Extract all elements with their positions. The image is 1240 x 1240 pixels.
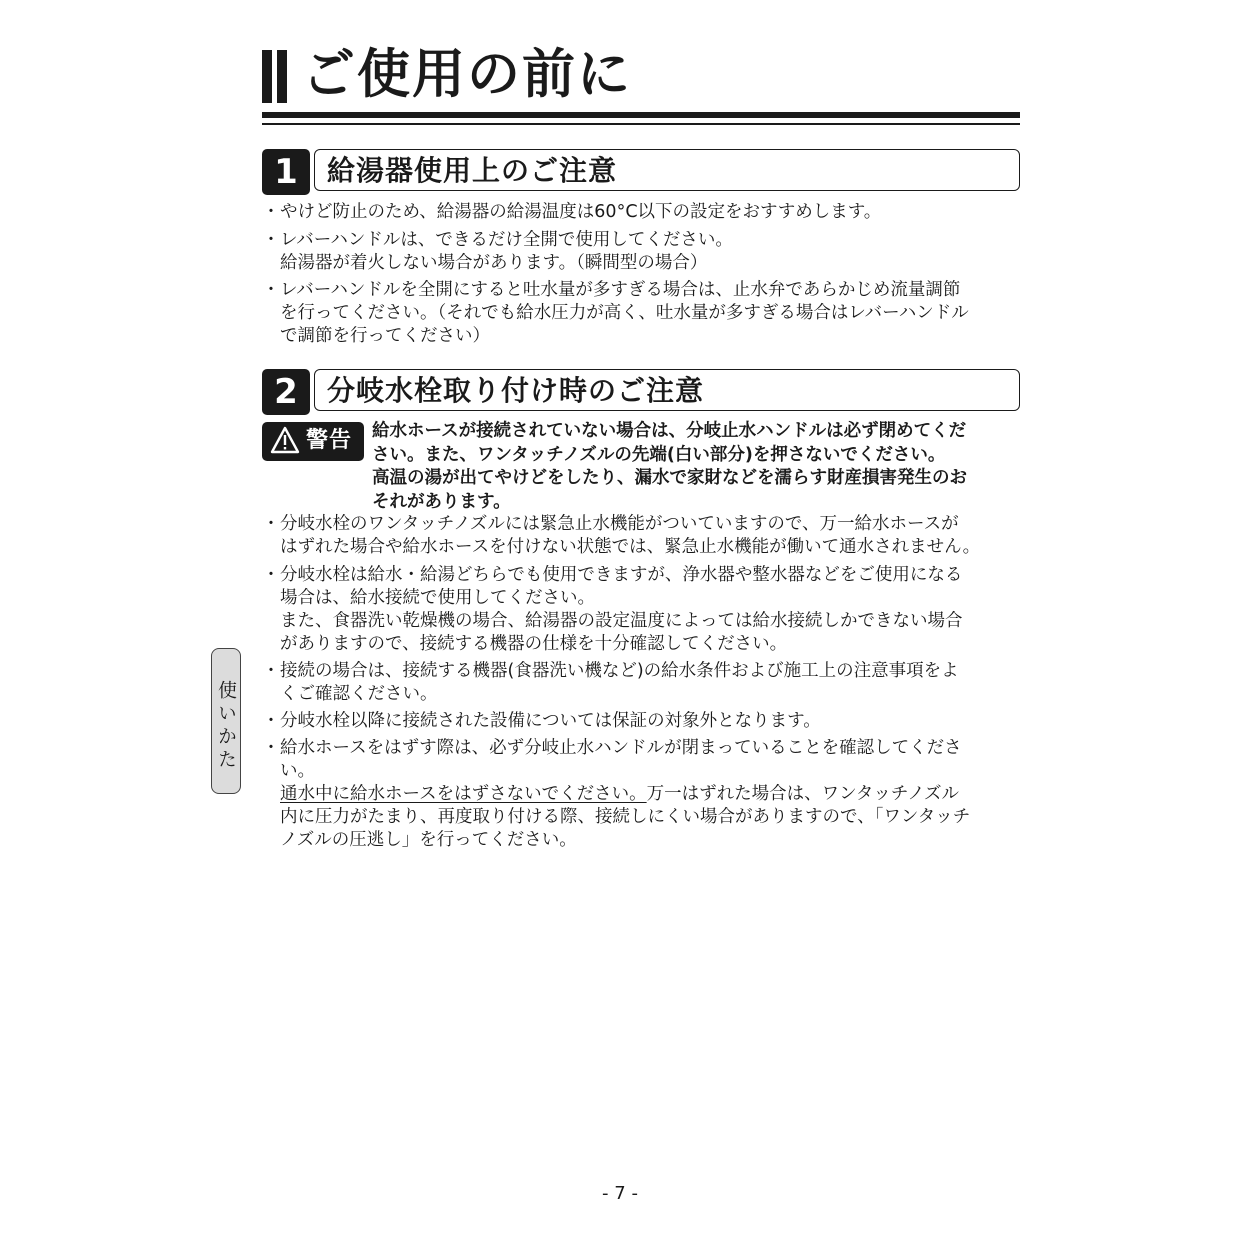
section-title-box [314,369,1020,411]
list-item: ・ 分岐水栓は給水・給湯どちらでも使用できますが、浄水器や整水器などをご使用になる 場合は、給水接続で使用してください。 また、食器洗い乾燥機の場合、給湯器の設定温度によっては給水接続しかできない場合 がありますので、接続する機器の仕様を十分確認してください。 [262,565,963,654]
list-item: ・ 接続の場合は、接続する機器(食器洗い機など)の給水条件および施工上の注意事項をよ くご確認ください。 [262,661,959,704]
title-bar-decoration [262,50,272,103]
list-item: ・ レバーハンドルは、できるだけ全開で使用してください。 給湯器が着火しない場合があります。（瞬間型の場合） [262,230,733,273]
section-number: 1 [262,149,310,195]
side-tab-usage: 使いかた [211,648,241,794]
title-rule [262,112,1020,118]
warning-badge [262,422,364,461]
section-1-header [262,149,1020,195]
title-bar-decoration [277,50,287,103]
list-item: ・ レバーハンドルを全開にすると吐水量が多すぎる場合は、止水弁であらかじめ流量調節 を行ってください。（それでも給水圧力が高く、吐水量が多すぎる場合はレバーハンドル で調節を行ってください） [262,280,969,346]
warning-text: 給水ホースが接続されていない場合は、分岐止水ハンドルは必ず閉めてくだ さい。また、ワンタッチノズルの先端(白い部分)を押さないでください。 高温の湯が出てやけどをしたり、漏水で家財などを濡らす財産損害発生のお それがあります。 [372,421,967,512]
section-title: 分岐水栓取り付け時のご注意 [327,374,705,407]
section-number: 2 [262,369,310,415]
section-title-box [314,149,1020,191]
list-item: ・ 分岐水栓以降に接続された設備については保証の対象外となります。 [262,711,821,731]
warning-icon [270,426,300,454]
page-number: - 7 - [602,1183,638,1204]
list-item: ・ やけど防止のため、給湯器の給湯温度は60°C以下の設定をおすすめします。 [262,202,882,222]
underlined-caution: 通水中に給水ホースをはずさないでください。 [280,784,647,804]
section-2-header [262,369,1020,415]
section-title: 給湯器使用上のご注意 [327,154,618,187]
title-rule [262,123,1020,125]
warning-label: 警告 [306,428,353,453]
page-title: ご使用の前に [302,44,632,105]
list-item: ・ 給水ホースをはずす際は、必ず分岐止水ハンドルが閉まっていることを確認してくださ い。 通水中に給水ホースをはずさないでください。万一はずれた場合は、ワンタッチノズル 内に圧力がたまり、再度取り付ける際、接続しにくい場合がありますので、「ワンタッチ ノズルの圧逃し」を行ってください。 [262,738,971,850]
list-item: ・ 分岐水栓のワンタッチノズルには緊急止水機能がついていますので、万一給水ホースが はずれた場合や給水ホースを付けない状態では、緊急止水機能が働いて通水されません。 [262,514,981,557]
